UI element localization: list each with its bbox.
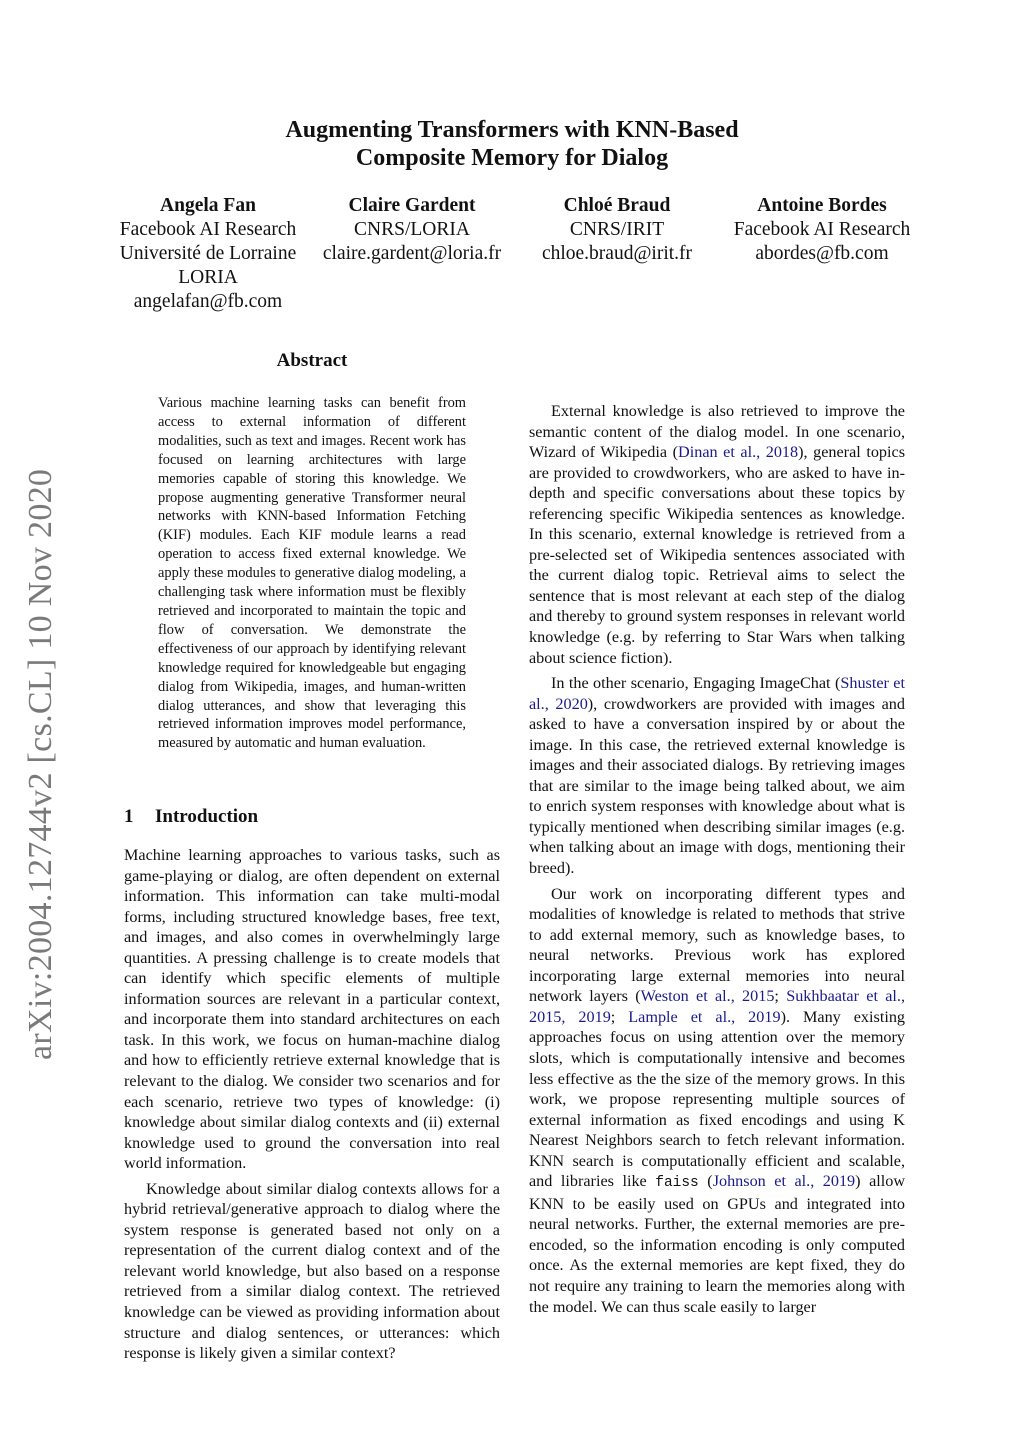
title-line-1: Augmenting Transformers with KNN-Based [285, 117, 739, 143]
intro-paragraph-2: Knowledge about similar dialog contexts allows for a hybrid retrieval/generative approach to dialog where the system response is generated based not only on a representation of the current dialog context and of the relevant world knowledge, but also based on a response retrieved from a similar dialog context. The retrieved knowledge can be viewed as providing information about structure and dialog sentences, or utterances: which response is likely given a similar context? [124, 1179, 500, 1363]
author-block-3 [527, 194, 707, 266]
section-title: Introduction [155, 806, 259, 827]
citation-link[interactable]: Johnson et al., 2019 [712, 1172, 856, 1191]
author-affiliation: Facebook AI Research [733, 219, 911, 240]
author-email: chloe.braud@irit.fr [541, 243, 693, 264]
author-block-1 [110, 194, 306, 314]
intro-paragraph-3: External knowledge is also retrieved to improve the semantic content of the dialog model. In one scenario, Wizard of Wikipedia (Dinan et al., 2018), general topics are provided to crowdworkers, who are asked to have in-depth and specific conversations about these topics by referencing specific Wikipedia sentences as knowledge. In this scenario, external knowledge is retrieved from a pre-selected set of Wikipedia sentences associated with the current dialog topic. Retrieval aims to select the sentence that is most relevant at each step of the dialog and thereby to ground system responses in relevant world knowledge (e.g. by referring to Star Wars when talking about science fiction). [529, 402, 905, 667]
author-block-4 [722, 194, 922, 266]
abstract-text: Various machine learning tasks can benefit from access to external information of different modalities, such as text and images. Recent work has focused on learning architectures with large memories capable of storing this knowledge. We propose augmenting generative Transformer neural networks with KNN-based Information Fetching (KIF) modules. Each KIF module learns a read operation to access fixed external knowledge. We apply these modules to generative dialog modeling, a challenging task where information must be flexibly retrieved and incorporated to maintain the topic and flow of conversation. We demonstrate the effectiveness of our approach by identifying relevant knowledge required for knowledgeable but engaging dialog from Wikipedia, images, and human-written dialog utterances, and show that leveraging this retrieved information improves model performance, measured by automatic and human evaluation. [158, 395, 466, 752]
intro-paragraph-4: In the other scenario, Engaging ImageChat (Shuster et al., 2020), crowdworkers are provided with images and asked to have a conversation inspired by or about the image. In this case, the retrieved external knowledge is images and their associated dialogs. By retrieving images that are similar to the image being talked about, we aim to enrich system responses with knowledge about what is typically mentioned when describing similar images (e.g. when talking about an image with dogs, mentioning their breed). [529, 674, 905, 878]
author-name: Claire Gardent [348, 195, 476, 216]
citation-link[interactable]: Weston et al., 2015 [640, 987, 775, 1006]
author-affiliation: Université de Lorraine [119, 243, 297, 264]
author-affiliation: CNRS/LORIA [354, 219, 470, 240]
author-affiliation: Facebook AI Research [119, 219, 297, 240]
author-affiliation: CNRS/IRIT [569, 219, 665, 240]
intro-paragraph-5: Our work on incorporating different types and modalities of knowledge is related to methods that strive to add external memory, such as knowledge bases, to neural networks. Previous work has explored incorporating large external memories into neural network layers (Weston et al., 2015; Sukhbaatar et al., 2015, 2019; Lample et al., 2019). Many existing approaches focus on using attention over the memory slots, which is computationally intensive and becomes less effective as the the size of the memory grows. In this work, we propose representing multiple sources of external information as fixed encodings and using K Nearest Neighbors search to fetch relevant information. KNN search is computationally efficient and scalable, and libraries like faiss (Johnson et al., 2019) allow KNN to be easily used on GPUs and integrated into neural networks. Further, the external memories are pre-encoded, so the information encoding is only computed once. As the external memories are kept fixed, they do not require any training to learn the memories along with the model. We can thus scale easily to larger [529, 884, 906, 1316]
author-name: Angela Fan [160, 195, 256, 216]
citation-link[interactable]: Lample et al., 2019 [628, 1007, 781, 1026]
author-email: angelafan@fb.com [133, 291, 283, 312]
author-name: Chloé Braud [563, 195, 671, 216]
code-faiss: faiss [655, 1175, 699, 1192]
abstract-heading: Abstract [276, 350, 348, 371]
author-email: claire.gardent@loria.fr [322, 243, 502, 264]
section-number: 1 [124, 806, 134, 827]
arxiv-identifier: arXiv:2004.12744v2 [cs.CL] 10 Nov 2020 [22, 468, 59, 1060]
paper-title [0, 116, 1024, 172]
left-column [124, 845, 500, 1364]
author-block-2 [312, 194, 512, 266]
intro-paragraph-1: Machine learning approaches to various tasks, such as game-playing or dialog, are often dependent on external information. This information can take multi-modal forms, including structured knowledge bases, free text, and images, and also comes in overwhelmingly large quantities. A pressing challenge is to create models that can identify which specific elements of multiple information sources are relevant in a particular context, and incorporate them into standard architectures on each task. In this work, we focus on human-machine dialog and how to efficiently retrieve external knowledge that is relevant to the dialog. We consider two scenarios and for each scenario, retrieve two types of knowledge: (i) knowledge about similar dialog contexts and (ii) external knowledge used to ground the conversation into real world information. [124, 846, 500, 1173]
author-affiliation: LORIA [178, 267, 238, 288]
author-name: Antoine Bordes [757, 195, 887, 216]
citation-link[interactable]: Sukhbaatar et al., 2015, 2019 [529, 987, 906, 1026]
citation-link[interactable]: Dinan et al., 2018 [678, 443, 799, 462]
citation-link[interactable]: Shuster et al., 2020 [529, 674, 905, 713]
author-email: abordes@fb.com [755, 243, 889, 264]
right-column [529, 401, 905, 1317]
section-heading-introduction [124, 806, 258, 828]
title-line-2: Composite Memory for Dialog [355, 145, 669, 171]
